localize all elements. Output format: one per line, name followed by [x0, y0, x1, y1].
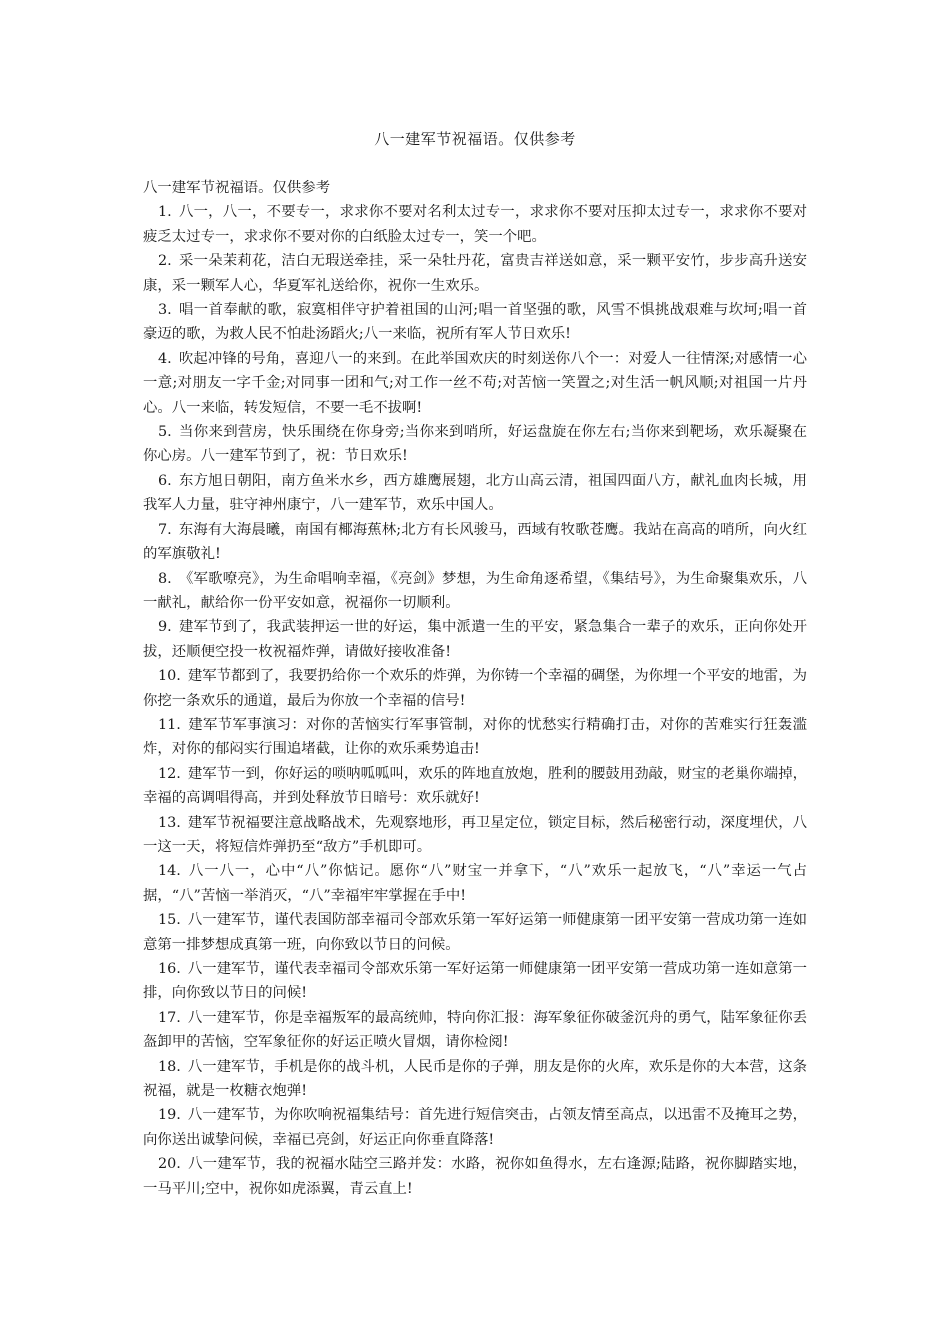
item-number: 18. [158, 1058, 181, 1075]
item-text: 建军节祝福要注意战略战术，先观察地形，再卫星定位，锁定目标，然后秘密行动，深度埋伏，八一这一天，将短信炸弹扔至“敌方”手机即可。 [143, 814, 807, 855]
item-text: 采一朵茉莉花，洁白无瑕送牵挂，采一朵牡丹花，富贵吉祥送如意，采一颗平安竹，步步高升送安康，采一颗军人心，华夏军礼送给你，祝你一生欢乐。 [143, 253, 807, 294]
list-item [143, 1006, 807, 1055]
list-item [143, 1152, 807, 1201]
list-item [143, 859, 807, 908]
item-text: 唱一首奉献的歌，寂寞相伴守护着祖国的山河;唱一首坚强的歌，风雪不惧挑战艰难与坎坷;唱一首豪迈的歌，为救人民不怕赴汤蹈火;八一来临，祝所有军人节日欢乐! [143, 302, 807, 343]
item-number: 11. [158, 716, 181, 733]
list-item [143, 713, 807, 762]
item-text: 东方旭日朝阳，南方鱼米水乡，西方雄鹰展翅，北方山高云清，祖国四面八方，献礼血肉长城，用我军人力量，驻守神州康宁，八一建军节，欢乐中国人。 [143, 472, 807, 514]
item-text: 八一建军节，我的祝福水陆空三路并发：水路，祝你如鱼得水，左右逢源;陆路，祝你脚踏实地，一马平川;空中，祝你如虎添翼，青云直上! [143, 1156, 807, 1197]
list-item [143, 347, 807, 420]
item-number: 12. [158, 765, 181, 782]
item-text: 当你来到营房，快乐围绕在你身旁;当你来到哨所，好运盘旋在你左右;当你来到靶场，欢乐凝聚在你心房。八一建军节到了，祝：节日欢乐! [143, 424, 807, 465]
list-item [143, 469, 807, 518]
item-number: 6. [158, 472, 172, 489]
item-text: 八一八一，心中“八”你惦记。愿你“八”财宝一并拿下，“八”欢乐一起放飞，“八”幸运一气占据，“八”苦恼一举消灭，“八”幸福牢牢掌握在手中! [143, 863, 807, 904]
item-text: 八一建军节，手机是你的战斗机，人民币是你的子弹，朋友是你的火库，欢乐是你的大本营，这条祝福，就是一枚糖衣炮弹! [143, 1058, 807, 1100]
item-number: 15. [158, 912, 181, 929]
list-item [143, 762, 807, 811]
item-number: 14. [158, 863, 181, 880]
item-number: 9. [158, 619, 172, 636]
list-item [143, 518, 807, 567]
item-text: 建军节都到了，我要扔给你一个欢乐的炸弹，为你铸一个幸福的碉堡，为你埋一个平安的地雷，为你挖一条欢乐的通道，最后为你放一个幸福的信号! [143, 668, 807, 709]
item-number: 5. [158, 424, 172, 441]
list-item [143, 615, 807, 664]
document-subtitle: 八一建军节祝福语。仅供参考 [143, 180, 331, 196]
item-number: 7. [158, 521, 172, 538]
item-text: 八一，八一，不要专一，求求你不要对名利太过专一，求求你不要对压抑太过专一，求求你不要对疲乏太过专一，求求你不要对你的白纸脸太过专一，笑一个吧。 [143, 204, 807, 245]
page-title: 八一建军节祝福语。仅供参考 [374, 130, 576, 148]
greeting-list [143, 200, 807, 1201]
item-number: 10. [158, 668, 181, 685]
list-item [143, 567, 807, 616]
item-number: 8. [158, 570, 172, 587]
item-text: 建军节军事演习：对你的苦恼实行军事管制，对你的忧愁实行精确打击，对你的苦难实行狂轰滥炸，对你的郁闷实行围追堵截，让你的欢乐乘势追击! [143, 716, 807, 758]
list-item [143, 1055, 807, 1104]
item-number: 20. [158, 1156, 181, 1173]
item-number: 4. [158, 350, 172, 367]
item-text: 东海有大海晨曦，南国有椰海蕉林;北方有长风骏马，西域有牧歌苍鹰。我站在高高的哨所，向火红的军旗敬礼! [143, 521, 807, 563]
item-text: 建军节到了，我武装押运一世的好运，集中派遣一生的平安，紧急集合一辈子的欢乐，正向你处开拔，还顺便空投一枚祝福炸弹，请做好接收准备! [143, 619, 807, 660]
item-text: 八一建军节，为你吹响祝福集结号：首先进行短信突击，占领友情至高点，以迅雷不及掩耳之势，向你送出诚挚问候，幸福已亮剑，好运正向你垂直降落! [143, 1107, 807, 1148]
list-item [143, 908, 807, 957]
list-item [143, 249, 807, 298]
item-text: 建军节一到，你好运的唢呐呱呱叫，欢乐的阵地直放炮，胜利的腰鼓用劲敲，财宝的老巢你端掉，幸福的高调唱得高，并到处释放节日暗号：欢乐就好! [143, 765, 807, 807]
item-number: 3. [158, 302, 172, 319]
item-number: 17. [158, 1009, 181, 1026]
document-body [143, 176, 807, 1201]
list-item [143, 957, 807, 1006]
list-item [143, 664, 807, 713]
list-item [143, 811, 807, 860]
item-text: 吹起冲锋的号角，喜迎八一的来到。在此举国欢庆的时刻送你八个一：对爱人一往情深;对感情一心一意;对朋友一字千金;对同事一团和气;对工作一丝不苟;对苦恼一笑置之;对生活一帆风顺;对祖国一片丹心。八一来临，转发短信，不要一毛不拔啊! [143, 350, 807, 416]
list-item [143, 1103, 807, 1152]
item-number: 2. [158, 253, 172, 270]
item-text: 《军歌嘹亮》，为生命唱响幸福，《亮剑》梦想，为生命角逐希望，《集结号》，为生命聚集欢乐，八一献礼，献给你一份平安如意，祝福你一切顺利。 [143, 570, 807, 611]
list-item [143, 298, 807, 347]
item-number: 1. [158, 204, 172, 221]
item-number: 13. [158, 814, 181, 831]
item-number: 16. [158, 961, 181, 977]
item-number: 19. [158, 1107, 181, 1124]
item-text: 八一建军节，你是幸福叛军的最高统帅，特向你汇报：海军象征你破釜沉舟的勇气，陆军象征你丢盔卸甲的苦恼，空军象征你的好运正喷火冒烟，请你检阅! [143, 1009, 807, 1051]
list-item [143, 420, 807, 469]
list-item [143, 200, 807, 249]
item-text: 八一建军节，谨代表国防部幸福司令部欢乐第一军好运第一师健康第一团平安第一营成功第一连如意第一排梦想成真第一班，向你致以节日的问候。 [143, 912, 807, 953]
item-text: 八一建军节，谨代表幸福司令部欢乐第一军好运第一师健康第一团平安第一营成功第一连如意第一排，向你致以节日的问候! [143, 961, 807, 1002]
